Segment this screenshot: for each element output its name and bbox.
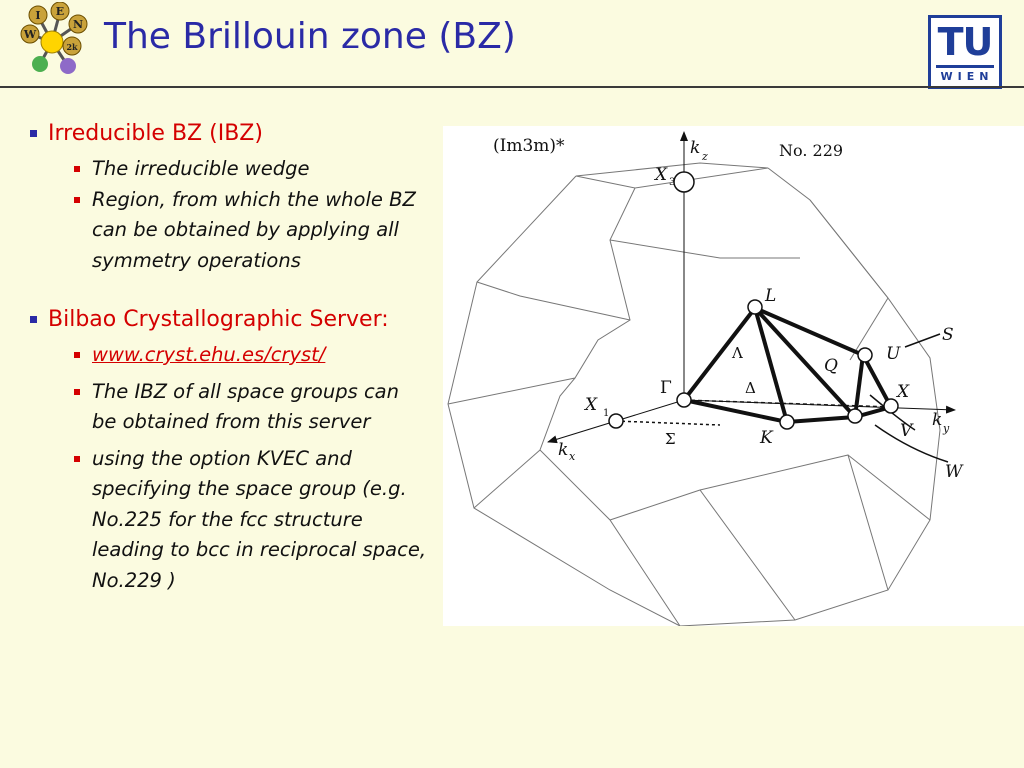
sigma-label: Σ [665, 430, 676, 448]
sub-bullet-ibz-all-groups: The IBZ of all space groups can be obtained from this server [72, 377, 428, 438]
wien2k-logo [14, 2, 90, 80]
x3-label: X [655, 165, 668, 185]
svg-text:I: I [35, 9, 41, 22]
group-symbol: (Im3m)* [493, 136, 565, 156]
bullet-irreducible-bz: Irreducible BZ (IBZ) [28, 118, 428, 150]
brillouin-zone-figure [443, 126, 1024, 626]
tu-wien-logo [928, 15, 1002, 89]
x1-label: X [585, 395, 598, 415]
tu-logo-divider [936, 65, 994, 68]
tu-logo-bottom: WIEN [940, 70, 994, 83]
svg-text:2k: 2k [66, 42, 78, 52]
svg-text:W: W [23, 28, 37, 41]
v-label: V [900, 421, 913, 441]
bullet-bilbao-server: Bilbao Crystallographic Server: [28, 304, 428, 336]
k-label: K [760, 428, 773, 448]
sub-bullet-link [72, 340, 428, 371]
delta-label: Δ [745, 379, 756, 397]
tu-logo-top: TU [937, 20, 993, 64]
svg-text:3: 3 [669, 177, 676, 188]
irreducible-wedge [684, 308, 891, 422]
x-label: X [897, 382, 910, 402]
s-leader [905, 334, 940, 347]
bcc-bz-diagram [443, 126, 1024, 626]
space-group-number: No. 229 [779, 141, 844, 160]
ky-label: k [932, 410, 943, 430]
l-label: L [765, 286, 777, 306]
kz-label: k [690, 138, 701, 158]
q-label: Q [824, 356, 838, 376]
lambda-label: Λ [732, 344, 743, 362]
svg-text:E: E [55, 5, 65, 18]
u-label: U [886, 344, 901, 364]
bz-outline [448, 163, 943, 626]
s-label: S [942, 325, 954, 345]
sub-bullet-irreducible-wedge: The irreducible wedge [72, 154, 428, 185]
svg-text:1: 1 [603, 408, 610, 419]
sub-bullet-kvec-option: using the option KVEC and specifying the space group (e.g. No.225 for the fcc structure leading to bcc in reciprocal space, No.229 ) [72, 444, 428, 597]
svg-text:N: N [72, 18, 84, 31]
svg-text:x: x [569, 450, 576, 463]
page-title: The Brillouin zone (BZ) [104, 16, 516, 57]
w-label: W [945, 462, 963, 482]
header-divider [0, 86, 1024, 88]
kx-label: k [558, 440, 569, 460]
bullet-list [28, 118, 428, 596]
gamma-label: Γ [660, 378, 672, 398]
svg-text:z: z [702, 150, 708, 163]
sub-bullet-region-definition: Region, from which the whole BZ can be obtained by applying all symmetry operations [72, 185, 428, 277]
sigma-line [616, 421, 720, 425]
svg-text:y: y [943, 422, 950, 435]
bilbao-server-link[interactable]: www.cryst.ehu.es/cryst/ [92, 343, 326, 366]
